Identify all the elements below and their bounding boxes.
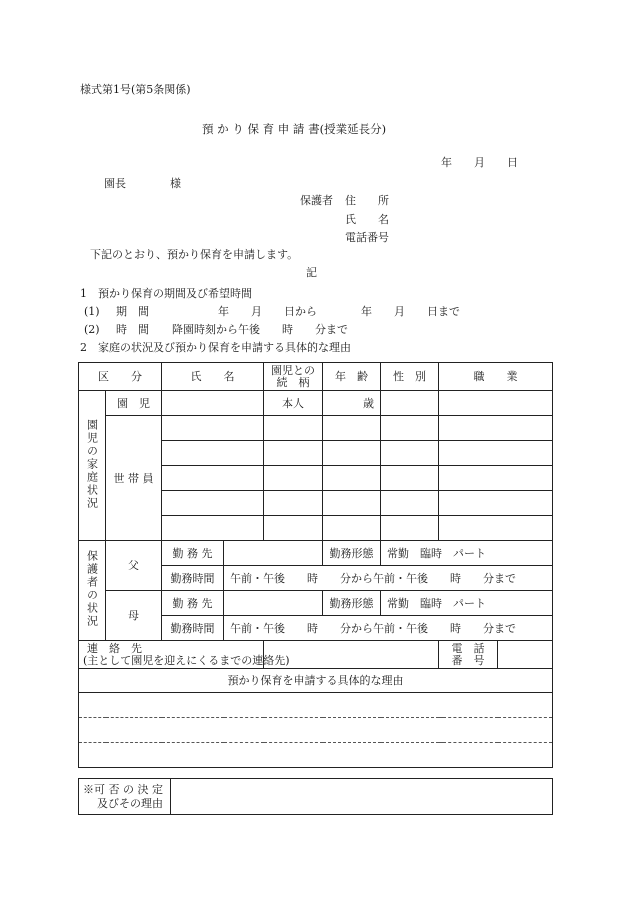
child-gender-cell[interactable] bbox=[381, 391, 439, 416]
father-work-form-options[interactable]: 常勤 臨時 パート bbox=[381, 541, 553, 566]
household-age-cell[interactable] bbox=[323, 466, 381, 491]
decision-table bbox=[78, 778, 553, 815]
time-number: (2) bbox=[84, 323, 100, 336]
father-workplace-cell[interactable] bbox=[224, 541, 323, 566]
mother-hours-label: 勤務時間 bbox=[162, 616, 224, 641]
father-hours-text[interactable]: 午前・午後 時 分から午前・午後 時 分まで bbox=[224, 566, 553, 591]
household-occupation-cell[interactable] bbox=[439, 416, 553, 441]
period-text: 年 月 日から 年 月 日まで bbox=[218, 305, 460, 318]
household-relation-cell[interactable] bbox=[264, 441, 323, 466]
household-label: 世 帯 員 bbox=[106, 416, 162, 541]
household-occupation-cell[interactable] bbox=[439, 516, 553, 541]
mother-hours-text[interactable]: 午前・午後 時 分から午前・午後 時 分まで bbox=[224, 616, 553, 641]
family-group-label: 園児の家庭状況 bbox=[79, 391, 106, 541]
father-label: 父 bbox=[106, 541, 162, 591]
mother-workplace-label: 勤 務 先 bbox=[162, 591, 224, 616]
father-workplace-label: 勤 務 先 bbox=[162, 541, 224, 566]
household-relation-cell[interactable] bbox=[264, 416, 323, 441]
header-category: 区 分 bbox=[79, 363, 162, 391]
header-age: 年 齢 bbox=[323, 363, 381, 391]
household-gender-cell[interactable] bbox=[381, 491, 439, 516]
household-relation-cell[interactable] bbox=[264, 516, 323, 541]
addressee: 園長 様 bbox=[104, 177, 181, 190]
household-occupation-cell[interactable] bbox=[439, 466, 553, 491]
name-label: 氏 名 bbox=[345, 213, 389, 226]
household-occupation-cell[interactable] bbox=[439, 491, 553, 516]
child-name-cell[interactable] bbox=[162, 391, 264, 416]
header-name: 氏 名 bbox=[162, 363, 264, 391]
date-line: 年 月 日 bbox=[441, 156, 518, 169]
contact-sub-label: (主として園児を迎えにくるまでの連絡先) bbox=[83, 653, 290, 667]
mother-label: 母 bbox=[106, 591, 162, 641]
household-gender-cell[interactable] bbox=[381, 441, 439, 466]
contact-phone-label: 電 話 番 号 bbox=[439, 641, 498, 669]
family-status-table bbox=[78, 362, 553, 768]
header-relation: 園児との 続 柄 bbox=[264, 363, 323, 391]
time-text: 降園時刻から午後 時 分まで bbox=[172, 323, 348, 336]
contact-label: 連 絡 先 bbox=[87, 641, 142, 655]
household-occupation-cell[interactable] bbox=[439, 441, 553, 466]
mother-work-form-label: 勤務形態 bbox=[323, 591, 381, 616]
household-name-cell[interactable] bbox=[162, 416, 264, 441]
section1-heading: 1 預かり保育の期間及び希望時間 bbox=[80, 287, 252, 300]
reason-line-3[interactable] bbox=[79, 743, 553, 768]
household-gender-cell[interactable] bbox=[381, 416, 439, 441]
child-label: 園 児 bbox=[106, 391, 162, 416]
header-gender: 性 別 bbox=[381, 363, 439, 391]
father-work-form-label: 勤務形態 bbox=[323, 541, 381, 566]
household-relation-cell[interactable] bbox=[264, 466, 323, 491]
intro-text: 下記のとおり、預かり保育を申請します。 bbox=[90, 248, 299, 261]
mother-work-form-options[interactable]: 常勤 臨時 パート bbox=[381, 591, 553, 616]
decision-value-cell[interactable] bbox=[171, 779, 553, 815]
household-gender-cell[interactable] bbox=[381, 516, 439, 541]
time-label: 時 間 bbox=[116, 323, 149, 336]
reason-line-1[interactable] bbox=[79, 693, 553, 718]
decision-label-line1: ※可 否 の 決 定 bbox=[83, 782, 163, 796]
decision-label-cell bbox=[79, 779, 171, 815]
form-title: 預 か り 保 育 申 請 書(授業延長分) bbox=[202, 122, 387, 136]
child-occupation-cell[interactable] bbox=[439, 391, 553, 416]
household-name-cell[interactable] bbox=[162, 516, 264, 541]
household-age-cell[interactable] bbox=[323, 416, 381, 441]
contact-label-cell bbox=[79, 641, 290, 669]
father-hours-label: 勤務時間 bbox=[162, 566, 224, 591]
household-gender-cell[interactable] bbox=[381, 466, 439, 491]
guardian-group-label: 保護者の状況 bbox=[79, 541, 106, 641]
guardian-label: 保護者 bbox=[300, 194, 333, 207]
household-age-cell[interactable] bbox=[323, 441, 381, 466]
child-relation: 本人 bbox=[264, 391, 323, 416]
ki-mark: 記 bbox=[306, 266, 317, 279]
header-occupation: 職 業 bbox=[439, 363, 553, 391]
child-age-unit: 歳 bbox=[323, 391, 381, 416]
household-age-cell[interactable] bbox=[323, 491, 381, 516]
mother-workplace-cell[interactable] bbox=[224, 591, 323, 616]
form-number: 様式第1号(第5条関係) bbox=[80, 83, 191, 96]
period-label: 期 間 bbox=[116, 305, 149, 318]
household-name-cell[interactable] bbox=[162, 491, 264, 516]
household-relation-cell[interactable] bbox=[264, 491, 323, 516]
phone-label: 電話番号 bbox=[345, 231, 389, 244]
section2-heading: 2 家庭の状況及び預かり保育を申請する具体的な理由 bbox=[80, 341, 351, 354]
address-label: 住 所 bbox=[345, 194, 389, 207]
household-name-cell[interactable] bbox=[162, 466, 264, 491]
period-number: (1) bbox=[84, 305, 100, 318]
contact-phone-cell[interactable] bbox=[498, 641, 553, 669]
decision-label-line2: 及びその理由 bbox=[97, 796, 163, 810]
reason-line-2[interactable] bbox=[79, 718, 553, 743]
reason-header: 預かり保育を申請する具体的な理由 bbox=[79, 669, 553, 693]
household-age-cell[interactable] bbox=[323, 516, 381, 541]
household-name-cell[interactable] bbox=[162, 441, 264, 466]
